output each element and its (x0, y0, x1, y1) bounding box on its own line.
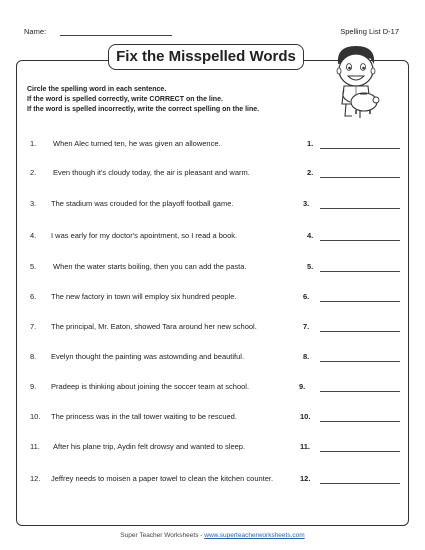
instruction-line: If the word is spelled correctly, write CORRECT on the line. (27, 96, 223, 103)
question-number: 2. (30, 168, 37, 177)
worksheet-header (0, 0, 425, 40)
question-sentence: The stadium was crouded for the playoff football game. (51, 199, 234, 208)
footer-brand: Super Teacher Worksheets (120, 532, 199, 539)
answer-line[interactable] (320, 148, 400, 149)
answer-number: 7. (303, 322, 310, 331)
question-sentence: When Alec turned ten, he was given an allowence. (53, 139, 221, 148)
question-sentence: The princess was in the tall tower waiting to be rescued. (51, 412, 237, 421)
answer-line[interactable] (320, 421, 400, 422)
instruction-line: If the word is spelled incorrectly, write the correct spelling on the line. (27, 106, 260, 113)
question-sentence: Pradeep is thinking about joining the soccer team at school. (51, 382, 250, 391)
question-number: 3. (30, 199, 37, 208)
question-sentence: Even though it's cloudy today, the air is pleasant and warm. (53, 168, 250, 177)
name-line (60, 35, 172, 36)
question-number: 1. (30, 139, 37, 148)
answer-number: 5. (307, 262, 314, 271)
answer-line[interactable] (320, 271, 400, 272)
question-number: 11. (30, 442, 40, 451)
question-number: 4. (30, 231, 37, 240)
answer-line[interactable] (320, 240, 400, 241)
question-number: 9. (30, 382, 37, 391)
answer-number: 4. (307, 231, 314, 240)
question-sentence: The new factory in town will employ six hundred people. (51, 292, 237, 301)
answer-line[interactable] (320, 331, 400, 332)
answer-line[interactable] (320, 361, 400, 362)
answer-number: 8. (303, 352, 310, 361)
answer-number: 6. (303, 292, 310, 301)
footer (0, 532, 425, 539)
question-number: 6. (30, 292, 37, 301)
answer-number: 11. (300, 442, 311, 451)
answer-line[interactable] (320, 177, 400, 178)
answer-line[interactable] (320, 208, 400, 209)
spelling-list-label: Spelling List D-17 (340, 27, 399, 36)
answer-number: 9. (299, 382, 306, 391)
question-sentence: I was early for my doctor's apointment, so I read a book. (51, 231, 238, 240)
question-number: 10. (30, 412, 41, 421)
instructions (27, 85, 259, 115)
question-sentence: Jeffrey needs to moisen a paper towel to clean the kitchen counter. (51, 474, 274, 483)
question-sentence: After his plane trip, Aydin felt drowsy and wanted to sleep. (53, 442, 246, 451)
answer-number: 2. (307, 168, 314, 177)
question-sentence: Evelyn thought the painting was astownding and beautiful. (51, 352, 245, 361)
answer-line[interactable] (320, 483, 400, 484)
name-label: Name: (24, 27, 47, 36)
question-number: 7. (30, 322, 37, 331)
answer-line[interactable] (320, 301, 400, 302)
worksheet-title: Fix the Misspelled Words (108, 44, 304, 70)
question-number: 5. (30, 262, 37, 271)
question-number: 12. (30, 474, 41, 483)
question-number: 8. (30, 352, 37, 361)
cartoon-boy-with-piggy-bank-icon (326, 42, 388, 122)
question-sentence: When the water starts boiling, then you can add the pasta. (53, 262, 247, 271)
answer-line[interactable] (320, 451, 400, 452)
answer-number: 1. (307, 139, 314, 148)
answer-number: 3. (303, 199, 310, 208)
footer-separator: - (198, 532, 205, 539)
answer-number: 10. (300, 412, 311, 421)
question-sentence: The principal, Mr. Eaton, showed Tara around her new school. (51, 322, 257, 331)
answer-number: 12. (300, 474, 311, 483)
instruction-line: Circle the spelling word in each sentence. (27, 86, 167, 93)
answer-line[interactable] (320, 391, 400, 392)
footer-link[interactable]: www.superteacherworksheets.com (204, 532, 305, 539)
